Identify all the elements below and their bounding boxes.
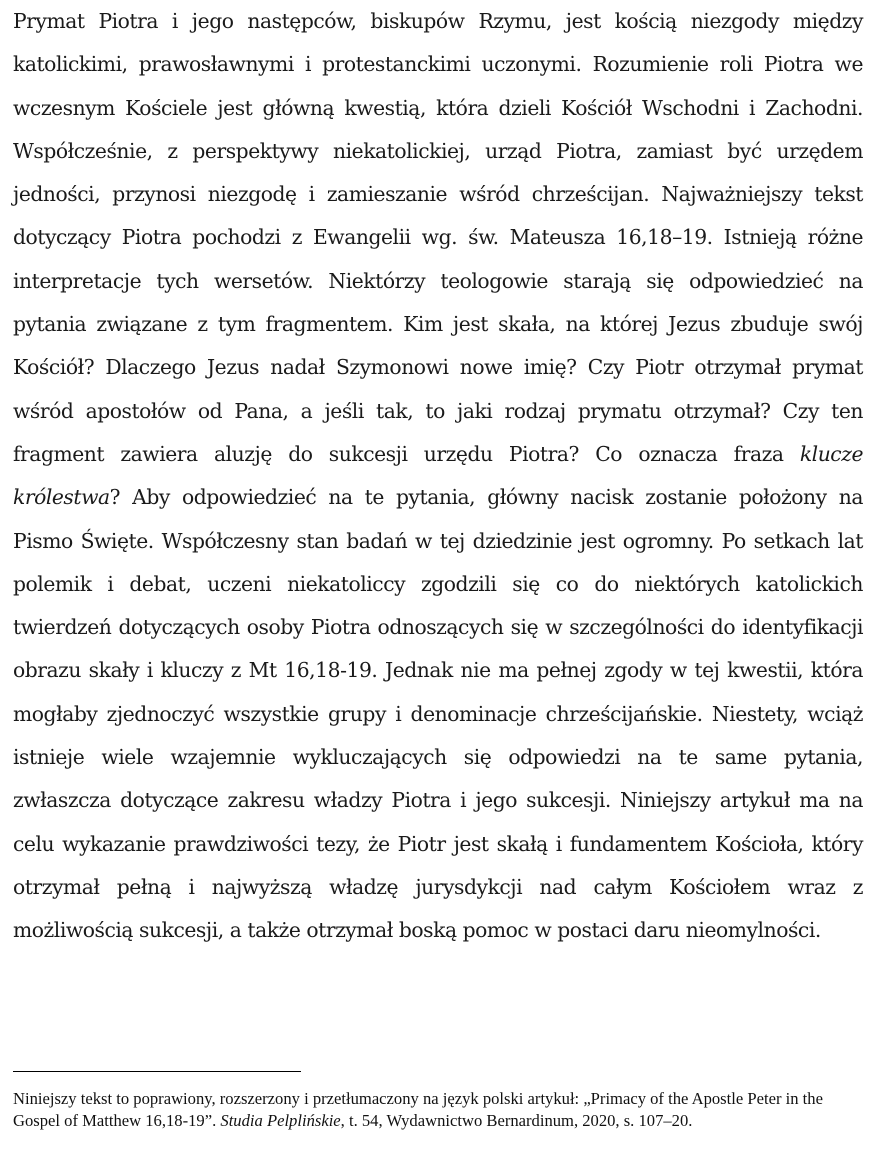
body-paragraph [13,0,863,953]
italic-phrase: klucze królestwa [13,441,863,510]
body-text-part-1: Prymat Piotra i jego następców, biskupów Rzymu, jest kością niezgody między katolickimi, prawosławnymi i protestanckimi uczonymi. Rozumienie roli Piotra we wczesnym Kościele jest główną kwestią, która dzieli Kościół Wschodni i Zachodni. Współcześnie, z perspektywy niekatolickiej, urząd Piotra, zamiast być urzędem jedności, przynosi niezgodę i zamieszanie wśród chrześcijan. Najważniejszy tekst dotyczący Piotra pochodzi z Ewangelii wg. św. Mateusza 16,18–19. Istnieją różne interpretacje tych wersetów. Niektórzy teologowie starają się odpowiedzieć na pytania związane z tym fragmentem. Kim jest skała, na której Jezus zbuduje swój Kościół? Dlaczego Jezus nadał Szymonowi nowe imię? Czy Piotr otrzymał prymat wśród apostołów od Pana, a jeśli tak, to jaki rodzaj prymatu otrzymał? Czy ten fragment zawiera aluzję do sukcesji urzędu Piotra? Co oznacza fraza [13,9,863,466]
footnote-journal-title: Studia Pelplińskie [220,1110,341,1130]
footnote [13,1088,871,1131]
footnote-text-part-2: , t. 54, Wydawnictwo Bernardinum, 2020, s. 107–20. [340,1110,693,1130]
footnote-text-part-1: Niniejszy tekst to poprawiony, rozszerzony i przetłumaczony na język polski artykuł: „Primacy of the Apostle Peter in the Gospel of Matthew 16,18-19”. [13,1089,823,1130]
body-text-part-2: ? Aby odpowiedzieć na te pytania, główny nacisk zostanie położony na Pismo Święte. Współczesny stan badań w tej dziedzinie jest ogromny. Po setkach lat polemik i debat, uczeni niekatoliccy zgodzili się co do niektórych katolickich twierdzeń dotyczących osoby Piotra odnoszących się w szczególności do identyfikacji obrazu skały i kluczy z Mt 16,18-19. Jednak nie ma pełnej zgody w tej kwestii, która mogłaby zjednoczyć wszystkie grupy i denominacje chrześcijańskie. Niestety, wciąż istnieje wiele wzajemnie wykluczających się odpowiedzi na te same pytania, zwłaszcza dotyczące zakresu władzy Piotra i jego sukcesji. Niniejszy artykuł ma na celu wykazanie prawdziwości tezy, że Piotr jest skałą i fundamentem Kościoła, który otrzymał pełną i najwyższą władzę jurysdykcji nad całym Kościołem wraz z możliwością sukcesji, a także otrzymał boską pomoc w postaci daru nieomylności. [13,485,863,943]
document-page [13,0,863,1130]
footnote-divider [13,1071,301,1072]
